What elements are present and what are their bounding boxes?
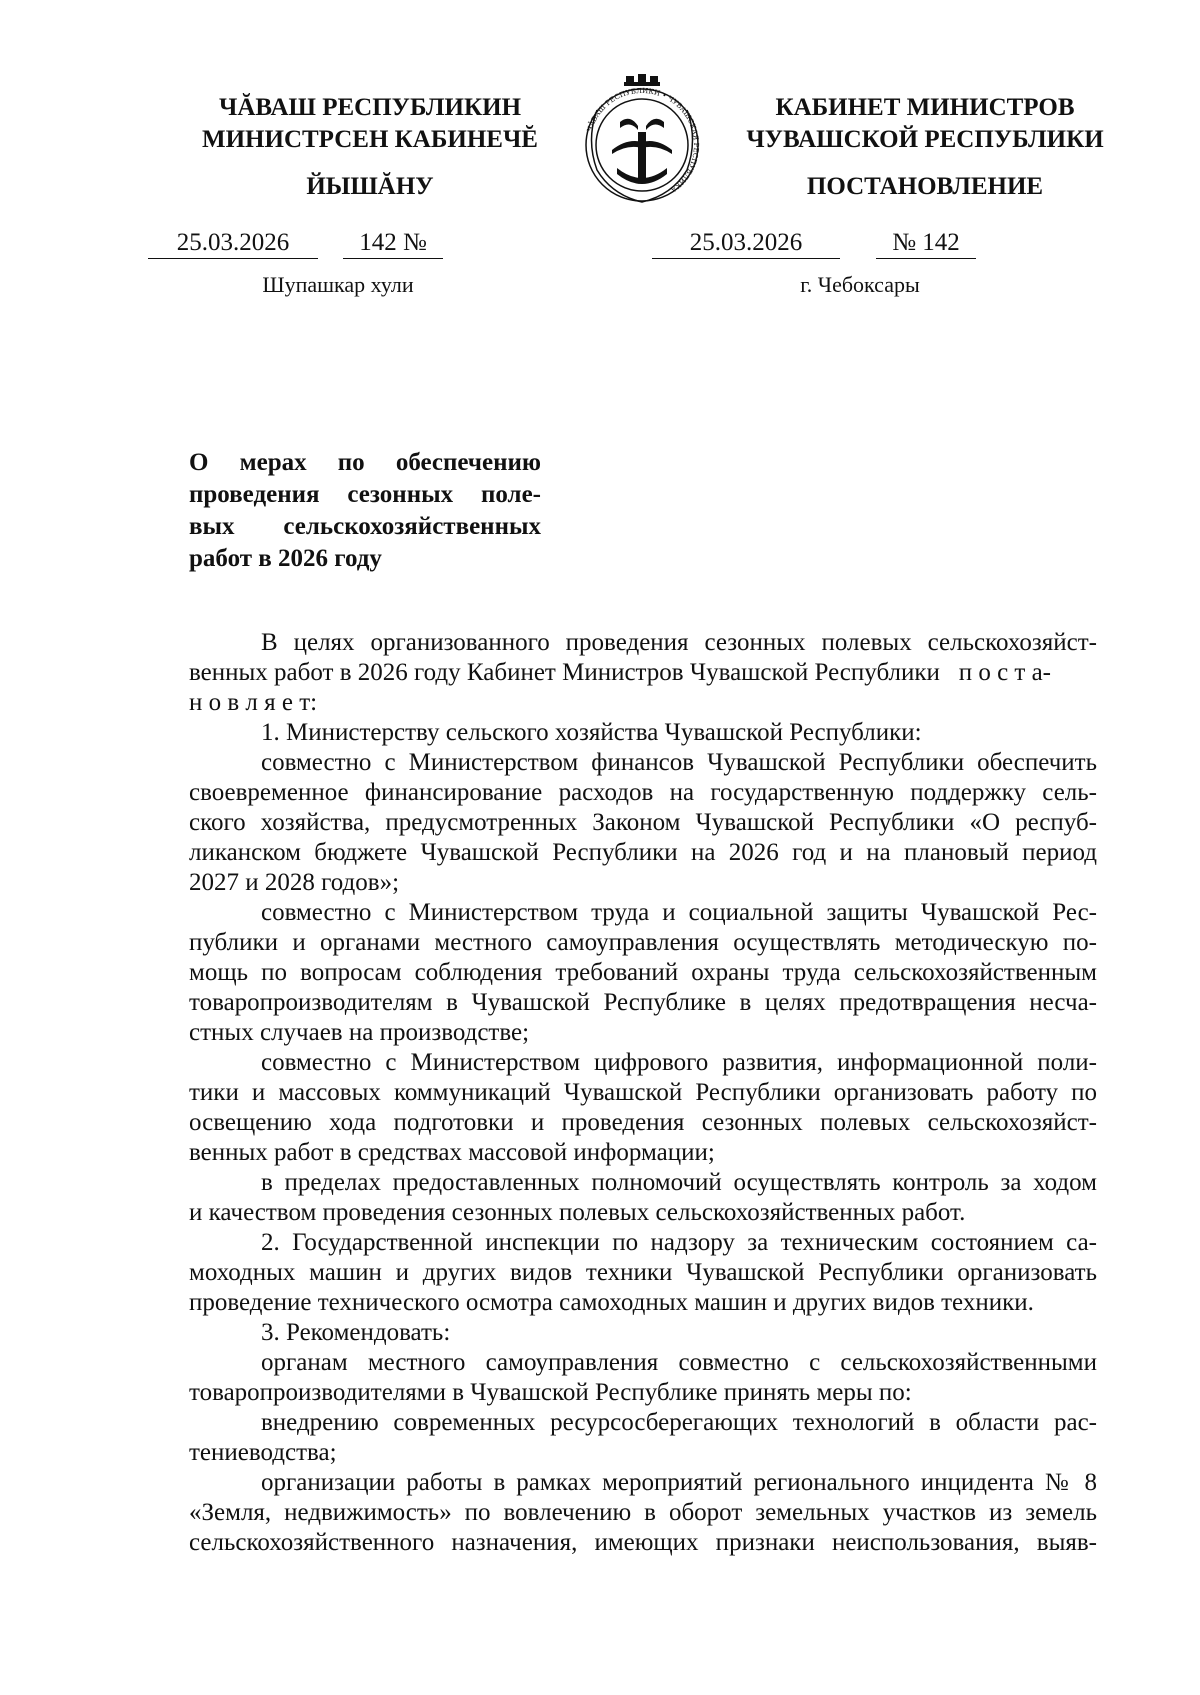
number-left: 142 № bbox=[343, 228, 443, 259]
body-line: тики и массовых коммуникаций Чувашской Республики организовать работу по bbox=[189, 1079, 1097, 1106]
title-line: вых сельскохозяйственных bbox=[189, 513, 541, 540]
document-title bbox=[189, 447, 541, 575]
title-line: О мерах по обеспечению bbox=[189, 449, 541, 476]
body-line: ликанском бюджете Чувашской Республики на 2026 год и на плановый период bbox=[189, 839, 1097, 866]
body-line-with-spaced bbox=[189, 658, 1097, 688]
header-right-line2: ЧУВАШСКОЙ РЕСПУБЛИКИ bbox=[746, 126, 1104, 153]
body-line: совместно с Министерством труда и социальной защиты Чувашской Рес- bbox=[261, 899, 1097, 926]
header-left-line1: ЧĂВАШ РЕСПУБЛИКИН bbox=[218, 94, 522, 121]
body-line: стных случаев на производстве; bbox=[189, 1019, 530, 1046]
body-line: венных работ в 2026 году Кабинет Министров Чувашской Республики bbox=[189, 659, 940, 686]
title-line: проведения сезонных поле- bbox=[189, 481, 541, 508]
body-line: публики и органами местного самоуправления осуществлять методическую по- bbox=[189, 929, 1097, 956]
title-line: работ в 2026 году bbox=[189, 545, 382, 572]
body-line: мощь по вопросам соблюдения требований охраны труда сельскохозяйственным bbox=[189, 959, 1097, 986]
body-line: товаропроизводителям в Чувашской Республике в целях предотвращения несча- bbox=[189, 989, 1097, 1016]
body-line: и качеством проведения сезонных полевых сельскохозяйственных работ. bbox=[189, 1199, 966, 1226]
header-right-line1: КАБИНЕТ МИНИСТРОВ bbox=[775, 94, 1075, 121]
coat-of-arms-icon bbox=[572, 70, 712, 210]
body-line: венных работ в средствах массовой информации; bbox=[189, 1139, 715, 1166]
body-line: 3. Рекомендовать: bbox=[261, 1319, 451, 1346]
body-line: моходных машин и других видов техники Чувашской Республики организовать bbox=[189, 1259, 1097, 1286]
emblem-ring-text: ЧĂВАШ РЕСПУБЛИКИ • ЧУВАШСКАЯ РЕСПУБЛИКА bbox=[585, 86, 701, 194]
date-left: 25.03.2026 bbox=[148, 228, 318, 259]
body-line: освещению хода подготовки и проведения сезонных полевых сельскохозяйст- bbox=[189, 1109, 1097, 1136]
body-line: совместно с Министерством финансов Чувашской Республики обеспечить bbox=[261, 749, 1097, 776]
header-left-line2: МИНИСТРСЕН КАБИНЕЧĔ bbox=[202, 126, 538, 153]
body-line: тениеводства; bbox=[189, 1439, 337, 1466]
body-line: «Земля, недвижимость» по вовлечению в оборот земельных участков из земель bbox=[189, 1499, 1097, 1526]
body-line: 2. Государственной инспекции по надзору за техническим состоянием са- bbox=[261, 1229, 1097, 1256]
body-line: совместно с Министерством цифрового развития, информационной поли- bbox=[261, 1049, 1097, 1076]
body-line: организации работы в рамках мероприятий регионального инцидента № 8 bbox=[261, 1469, 1097, 1496]
body-line: органам местного самоуправления совместно с сельскохозяйственными bbox=[261, 1349, 1097, 1376]
number-right: № 142 bbox=[876, 228, 976, 259]
date-right: 25.03.2026 bbox=[652, 228, 840, 259]
header-right-org bbox=[720, 92, 1130, 156]
city-chuvash: Шупашкар хули bbox=[262, 272, 414, 297]
body-line: н о в л я е т: bbox=[189, 689, 318, 716]
body-line: внедрению современных ресурсосберегающих технологий в области рас- bbox=[261, 1409, 1097, 1436]
body-line: 2027 и 2028 годов»; bbox=[189, 869, 400, 896]
document-body bbox=[189, 628, 1097, 1558]
body-line: товаропроизводителями в Чувашской Республике принять меры по: bbox=[189, 1379, 912, 1406]
body-line: сельскохозяйственного назначения, имеющих признаки неиспользования, выяв- bbox=[189, 1529, 1097, 1556]
body-line: своевременное финансирование расходов на государственную поддержку сель- bbox=[189, 779, 1097, 806]
body-line: в пределах предоставленных полномочий осуществлять контроль за ходом bbox=[261, 1169, 1097, 1196]
body-line: В целях организованного проведения сезонных полевых сельскохозяйст- bbox=[261, 629, 1097, 656]
body-line: ского хозяйства, предусмотренных Законом Чувашской Республики «О респуб- bbox=[189, 809, 1097, 836]
doc-type-chuvash: ЙЫШĂНУ bbox=[306, 173, 434, 200]
body-line: проведение технического осмотра самоходных машин и других видов техники. bbox=[189, 1289, 1034, 1316]
body-line: 1. Министерству сельского хозяйства Чувашской Республики: bbox=[261, 719, 922, 746]
header-left-org bbox=[180, 92, 560, 156]
city-russian: г. Чебоксары bbox=[800, 272, 920, 297]
spaced-word: п о с т а- bbox=[958, 659, 1052, 686]
doc-type-russian: ПОСТАНОВЛЕНИЕ bbox=[806, 173, 1044, 200]
